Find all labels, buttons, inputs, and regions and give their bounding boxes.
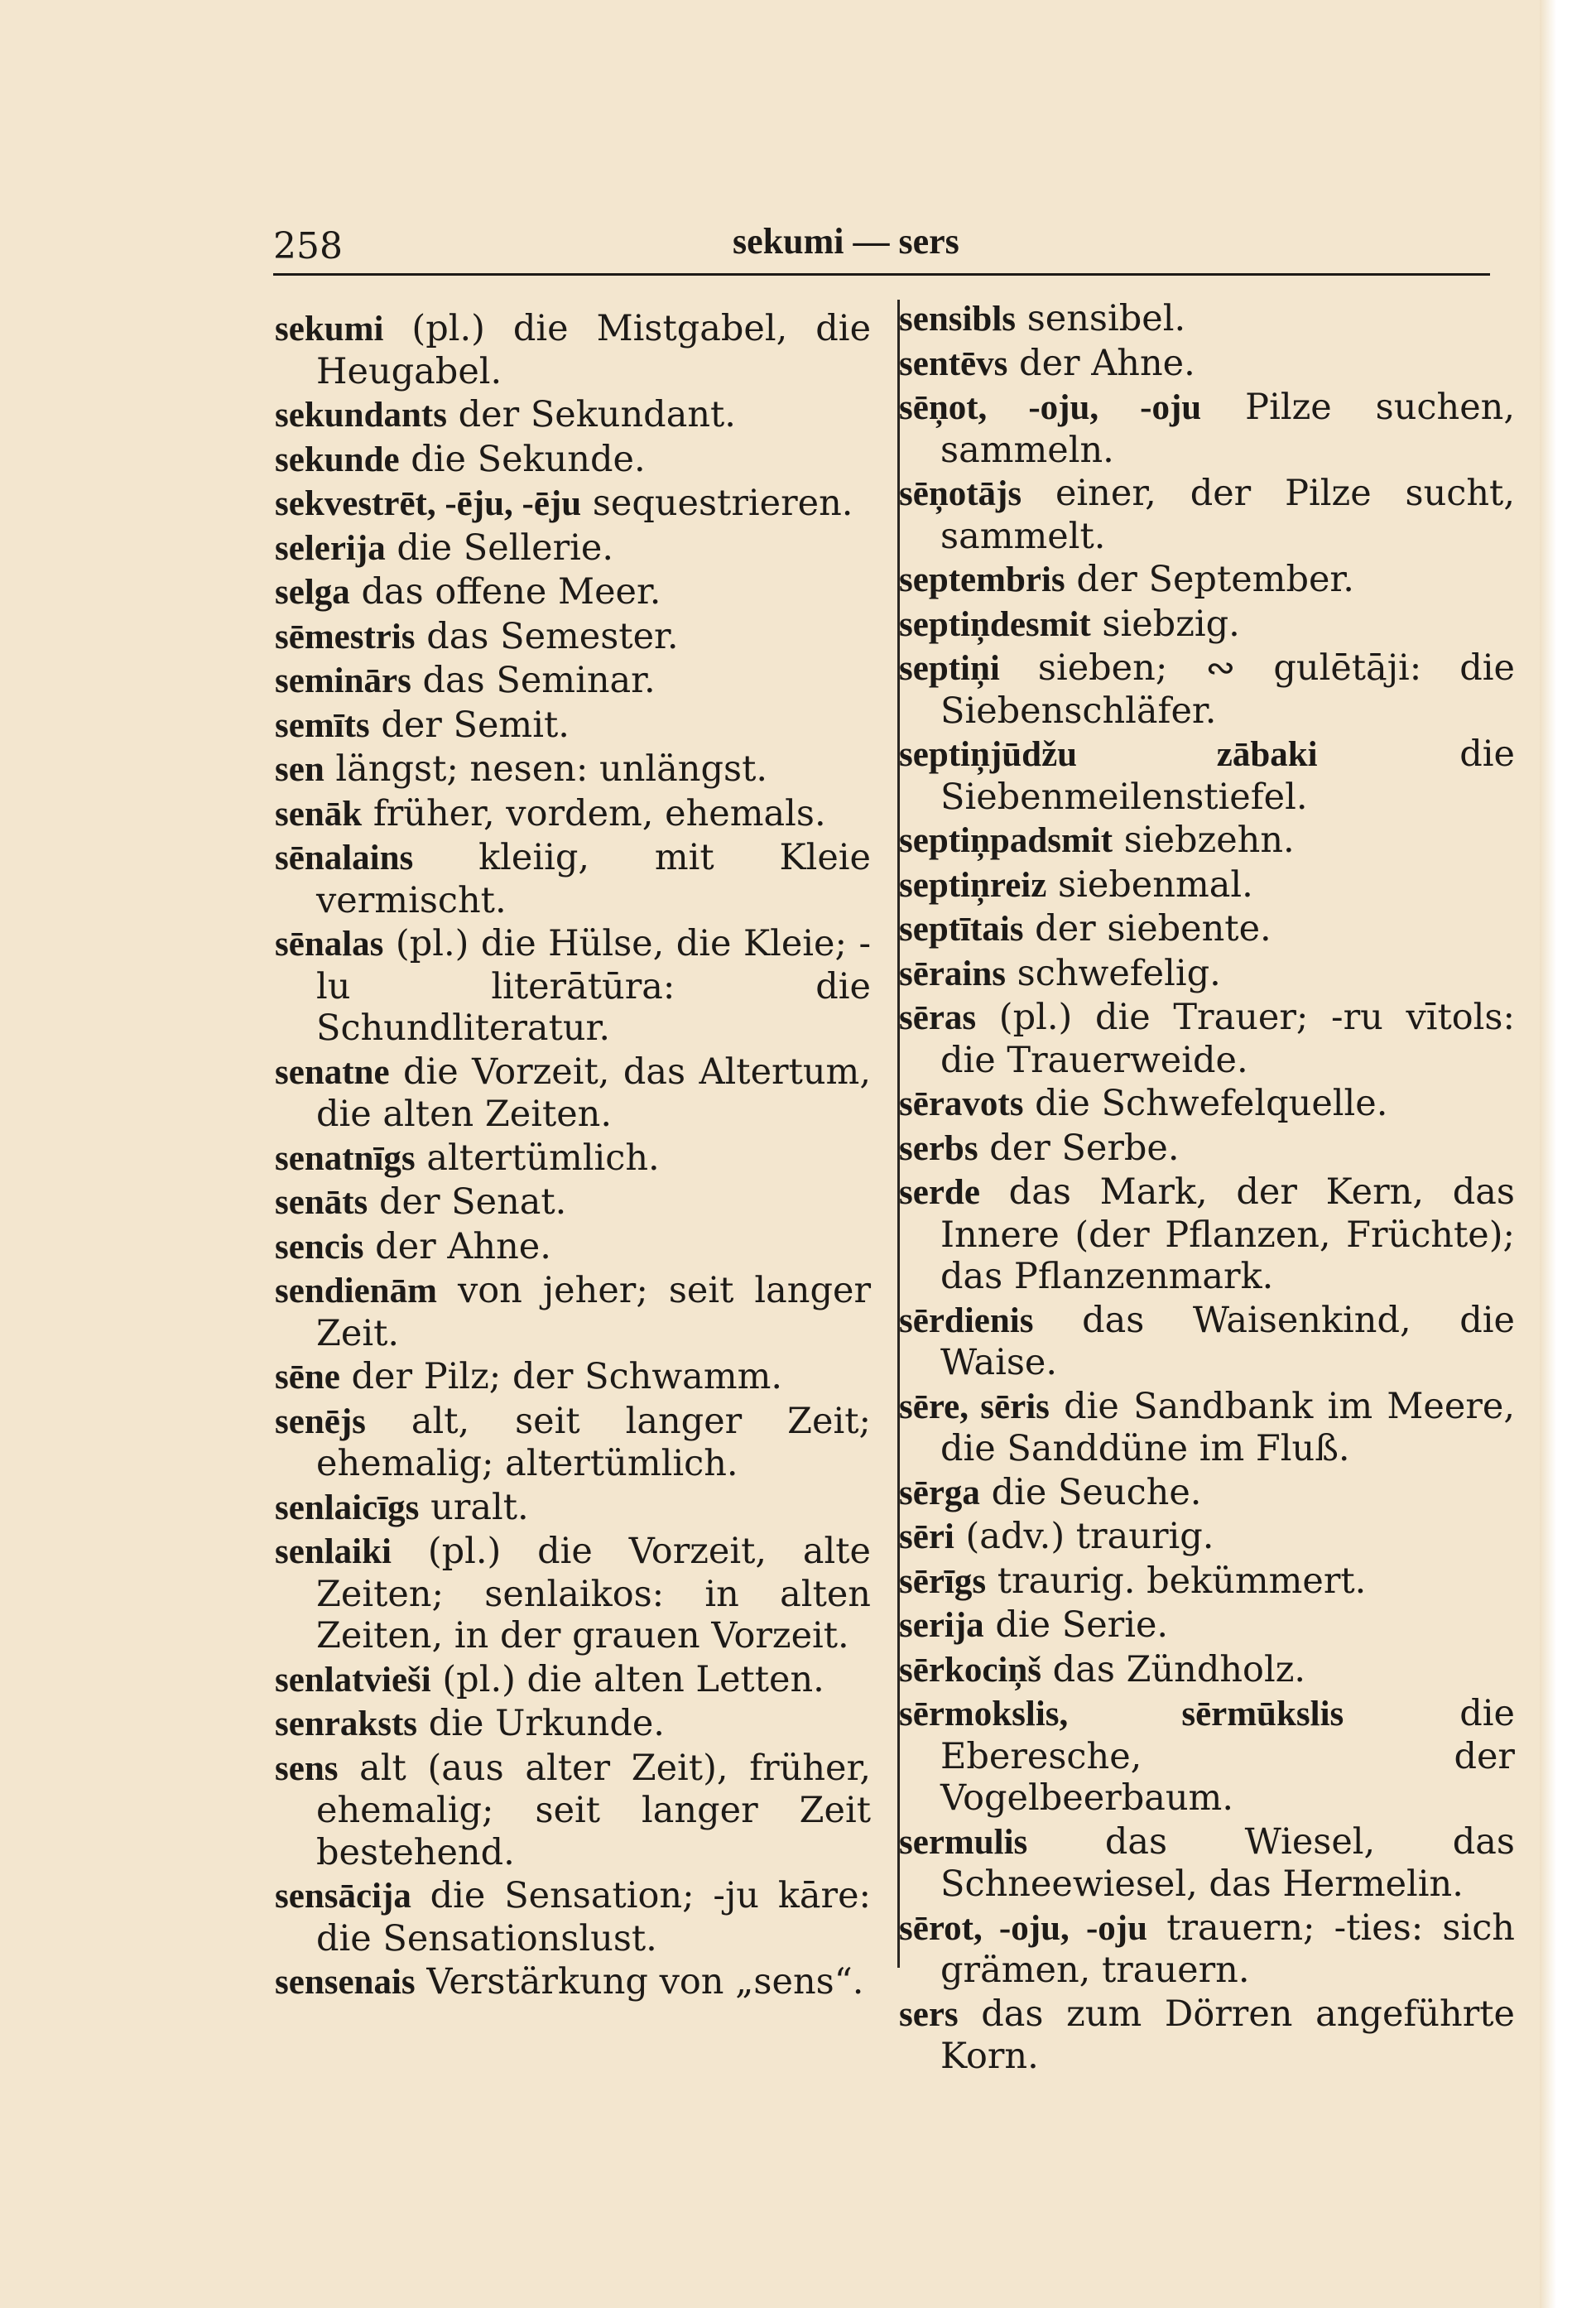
entry-headword: septītais xyxy=(899,910,1024,949)
dictionary-entry xyxy=(899,997,1515,1081)
dictionary-entry xyxy=(275,308,871,392)
dictionary-entry xyxy=(899,1083,1515,1126)
dictionary-entry xyxy=(899,1516,1515,1559)
dictionary-entry xyxy=(899,298,1515,341)
dictionary-entry xyxy=(275,616,871,659)
entry-definition: schwefelig. xyxy=(1017,952,1221,994)
entry-definition: das Waisenkind, die Waise. xyxy=(940,1299,1516,1383)
entry-definition: das Zündholz. xyxy=(1052,1648,1306,1690)
entry-headword: sēnalains xyxy=(275,839,414,878)
entry-headword: septiņpadsmit xyxy=(899,821,1113,860)
entry-definition: alt (aus alter Zeit), früher, ehemalig; seit langer Zeit bestehend. xyxy=(316,1747,871,1873)
entry-headword: senlatvieši xyxy=(275,1660,431,1700)
entry-definition: die Sekunde. xyxy=(411,438,646,480)
entry-headword: sekumi xyxy=(275,310,384,349)
dictionary-entry xyxy=(275,748,871,791)
entry-definition: (pl.) die Mistgabel, die Heugabel. xyxy=(316,308,872,392)
entry-definition: alt, seit langer Zeit; ehemalig; altertümlich. xyxy=(316,1400,872,1484)
page-number: 258 xyxy=(273,225,343,267)
dictionary-entry xyxy=(899,1386,1515,1470)
entry-definition: der Pilz; der Schwamm. xyxy=(351,1356,783,1397)
dictionary-entry xyxy=(899,864,1515,907)
entry-headword: septiņjūdžu zābaki xyxy=(899,735,1318,774)
entry-definition: die Sensation; -ju kāre: die Sensationslust. xyxy=(316,1875,871,1959)
dictionary-entry xyxy=(899,473,1515,557)
entry-definition: (pl.) die alten Letten. xyxy=(442,1658,824,1700)
entry-headword: sekundants xyxy=(275,396,447,435)
entry-headword: senāts xyxy=(275,1183,368,1222)
dictionary-entry xyxy=(899,1907,1515,1992)
entry-definition: Pilze suchen, sammeln. xyxy=(940,387,1515,471)
entry-headword: senraksts xyxy=(275,1705,418,1743)
dictionary-entry xyxy=(899,1993,1515,2078)
entry-headword: septiņreiz xyxy=(899,865,1047,905)
running-head: sekumi — sers xyxy=(733,221,959,262)
entry-definition: (adv.) traurig. xyxy=(965,1516,1214,1557)
entry-headword: serde xyxy=(899,1173,980,1212)
entry-headword: sēne xyxy=(275,1358,340,1397)
entry-headword: sensenais xyxy=(275,1963,416,2002)
dictionary-entry xyxy=(899,1560,1515,1604)
entry-definition: das offene Meer. xyxy=(361,571,661,613)
dictionary-entry xyxy=(899,908,1515,951)
entry-headword: sēnalas xyxy=(275,925,384,964)
entry-headword: senatnīgs xyxy=(275,1138,416,1178)
entry-headword: sens xyxy=(275,1748,339,1788)
right-column xyxy=(899,298,1515,2080)
entry-headword: sēņotājs xyxy=(899,474,1022,513)
dictionary-entry xyxy=(275,1703,871,1746)
entry-headword: serbs xyxy=(899,1128,978,1168)
dictionary-entry xyxy=(275,1137,871,1180)
dictionary-entry xyxy=(899,1693,1515,1820)
dictionary-entry xyxy=(275,1961,871,2004)
entry-headword: septiņdesmit xyxy=(899,604,1091,644)
entry-definition: die Siebenmeilenstiefel. xyxy=(940,733,1515,818)
left-column xyxy=(275,308,871,2006)
entry-definition: der Ahne. xyxy=(1019,342,1195,384)
dictionary-entry xyxy=(899,647,1515,732)
entry-definition: das Semester. xyxy=(426,615,679,657)
entry-headword: senatne xyxy=(275,1052,390,1092)
dictionary-entry xyxy=(275,483,871,526)
dictionary-entry xyxy=(275,704,871,748)
entry-definition: (pl.) die Hülse, die Kleie; -lu literātūra: die Schundliteratur. xyxy=(316,923,871,1049)
dictionary-entry xyxy=(275,1356,871,1399)
dictionary-entry xyxy=(899,1821,1515,1906)
dictionary-entry xyxy=(275,793,871,836)
entry-definition: sieben; ∾ gulētāji: die Siebenschläfer. xyxy=(940,647,1515,732)
dictionary-entry xyxy=(899,1472,1515,1515)
entry-headword: seminārs xyxy=(275,661,411,700)
entry-headword: sēras xyxy=(899,998,977,1037)
entry-definition: die Sellerie. xyxy=(397,527,614,569)
entry-headword: sensācija xyxy=(275,1877,411,1916)
entry-definition: der Sekundant. xyxy=(458,394,736,435)
dictionary-entry xyxy=(899,1604,1515,1647)
entry-definition: siebenmal. xyxy=(1058,863,1253,906)
entry-headword: sērot, -oju, -oju xyxy=(899,1908,1148,1948)
entry-headword: senlaiki xyxy=(275,1532,392,1571)
entry-definition: das Seminar. xyxy=(422,660,656,701)
page-edge xyxy=(1540,0,1556,2308)
entry-definition: die Eberesche, der Vogelbeerbaum. xyxy=(940,1693,1516,1819)
entry-definition: traurig. bekümmert. xyxy=(997,1560,1367,1602)
entry-definition: die Serie. xyxy=(995,1604,1169,1646)
entry-headword: septiņi xyxy=(899,649,1000,688)
dictionary-entry xyxy=(899,1171,1515,1298)
entry-definition: siebzig. xyxy=(1102,603,1240,645)
entry-definition: der Senat. xyxy=(378,1181,567,1223)
entry-definition: das zum Dörren angeführte Korn. xyxy=(940,1993,1515,2077)
dictionary-entry xyxy=(275,1531,871,1657)
entry-definition: der siebente. xyxy=(1035,908,1272,950)
entry-headword: sēravots xyxy=(899,1084,1024,1123)
entry-headword: sers xyxy=(899,1994,959,2034)
entry-headword: sermulis xyxy=(899,1822,1028,1862)
entry-definition: von jeher; seit langer Zeit. xyxy=(316,1270,871,1354)
entry-headword: selerija xyxy=(275,528,386,568)
header-rule xyxy=(273,273,1490,276)
entry-headword: sērīgs xyxy=(899,1561,987,1601)
entry-headword: sencis xyxy=(275,1227,364,1267)
entry-headword: sērkociņš xyxy=(899,1650,1041,1690)
entry-headword: sērga xyxy=(899,1473,980,1512)
entry-headword: sēre, sēris xyxy=(899,1387,1050,1426)
dictionary-entry xyxy=(275,923,871,1050)
entry-definition: die Vorzeit, das Altertum, die alten Zeiten. xyxy=(316,1051,871,1135)
dictionary-entry xyxy=(899,1128,1515,1171)
entry-definition: kleiig, mit Kleie vermischt. xyxy=(316,837,871,921)
dictionary-entry xyxy=(275,1051,871,1136)
entry-headword: serija xyxy=(899,1606,984,1645)
entry-definition: die Sandbank im Meere, die Sanddüne im Fluß. xyxy=(940,1385,1515,1469)
entry-definition: einer, der Pilze sucht, sammelt. xyxy=(940,473,1515,557)
dictionary-entry xyxy=(899,387,1515,471)
entry-headword: sensibls xyxy=(899,300,1017,339)
entry-definition: längst; nesen: unlängst. xyxy=(335,748,768,790)
dictionary-entry xyxy=(275,1659,871,1702)
entry-headword: sērdienis xyxy=(899,1301,1034,1340)
dictionary-entry xyxy=(899,733,1515,818)
entry-headword: sēņot, -oju, -oju xyxy=(899,388,1202,427)
entry-headword: senlaicīgs xyxy=(275,1488,420,1527)
dictionary-entry xyxy=(899,820,1515,863)
dictionary-entry xyxy=(899,559,1515,602)
entry-definition: der September. xyxy=(1076,559,1354,600)
dictionary-entry xyxy=(275,1270,871,1354)
entry-definition: siebzehn. xyxy=(1123,820,1295,861)
dictionary-entry xyxy=(275,1181,871,1224)
entry-definition: altertümlich. xyxy=(426,1137,660,1179)
dictionary-entry xyxy=(275,660,871,703)
dictionary-entry xyxy=(899,1300,1515,1384)
dictionary-entry xyxy=(275,1401,871,1485)
entry-headword: sekvestrēt, -ēju, -ēju xyxy=(275,484,582,523)
entry-definition: das Wiesel, das Schneewiesel, das Hermelin. xyxy=(940,1820,1515,1905)
dictionary-entry xyxy=(275,527,871,570)
entry-definition: uralt. xyxy=(430,1486,529,1528)
entry-definition: die Urkunde. xyxy=(428,1703,665,1744)
entry-headword: sendienām xyxy=(275,1272,437,1310)
dictionary-entry xyxy=(275,571,871,614)
dictionary-entry xyxy=(275,1487,871,1530)
entry-definition: (pl.) die Trauer; -ru vītols: die Trauerweide. xyxy=(940,997,1515,1081)
entry-headword: sen xyxy=(275,750,324,789)
dictionary-entry xyxy=(275,837,871,921)
entry-definition: sequestrieren. xyxy=(592,483,853,524)
dictionary-entry xyxy=(899,953,1515,996)
entry-definition: der Serbe. xyxy=(989,1127,1180,1169)
entry-headword: selga xyxy=(275,573,350,612)
page-header xyxy=(273,221,1490,272)
entry-definition: der Semit. xyxy=(381,704,570,746)
entry-definition: Verstärkung von „sens“. xyxy=(426,1961,864,2003)
dictionary-entry xyxy=(275,1875,871,1959)
dictionary-entry xyxy=(899,343,1515,386)
entry-headword: sekunde xyxy=(275,440,400,479)
entry-headword: sērains xyxy=(899,954,1006,993)
entry-definition: der Ahne. xyxy=(375,1225,551,1267)
entry-headword: semīts xyxy=(275,705,370,745)
entry-headword: sēmestris xyxy=(275,617,416,656)
dictionary-entry xyxy=(275,1226,871,1269)
entry-headword: sentēvs xyxy=(899,344,1008,383)
entry-definition: trauern; -ties: sich grämen, trauern. xyxy=(940,1907,1515,1991)
dictionary-entry xyxy=(275,394,871,437)
dictionary-entry xyxy=(899,1649,1515,1692)
entry-definition: das Mark, der Kern, das Innere (der Pflanzen, Früchte); das Pflanzenmark. xyxy=(940,1171,1515,1297)
entry-definition: die Seuche. xyxy=(991,1471,1202,1513)
entry-definition: sensibel. xyxy=(1026,298,1186,339)
entry-headword: sēri xyxy=(899,1517,954,1556)
entry-headword: senējs xyxy=(275,1402,366,1441)
entry-definition: die Schwefelquelle. xyxy=(1035,1083,1388,1124)
entry-headword: septembris xyxy=(899,560,1065,599)
dictionary-entry xyxy=(275,1748,871,1874)
entry-headword: senāk xyxy=(275,794,363,834)
entry-headword: sērmokslis, sērmūkslis xyxy=(899,1695,1344,1733)
dictionary-entry xyxy=(275,439,871,482)
entry-definition: früher, vordem, ehemals. xyxy=(373,792,826,834)
dictionary-entry xyxy=(899,603,1515,647)
entry-definition: (pl.) die Vorzeit, alte Zeiten; senlaikos: in alten Zeiten, in der grauen Vorzeit. xyxy=(316,1531,871,1656)
